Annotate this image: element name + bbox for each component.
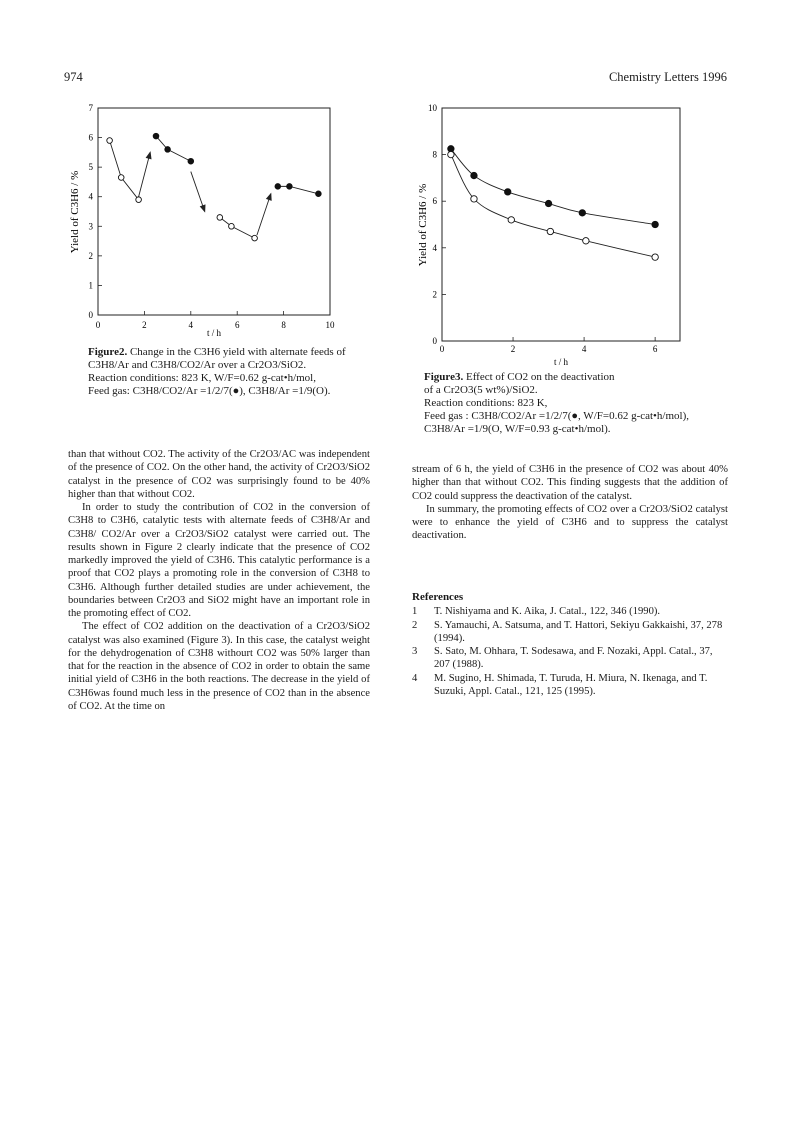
y-tick-label: 6	[88, 132, 93, 143]
left-paragraph-2: In order to study the contribution of CO2 in the conversion of C3H8 to C3H6, catalytic tests with alternate feeds of C3H8/Ar and C3H8/ CO2/Ar over a Cr2O3/SiO2 catalyst were carried out. The results shown in Figure 2 clearly indicate that the presence of CO2 markedly improved the yield of C3H6. This catalytic performance is a proof that CO2 plays a promoting role in the conversion of C3H8 to C3H6. Although further detailed studies are under achievement, the boundaries between Cr2O3 and SiO2 might have an important role in the promoting effect of CO2.	[68, 502, 370, 619]
series-line	[110, 141, 139, 200]
reference-text: S. Yamauchi, A. Satsuma, and T. Hattori, Sekiyu Gakkaishi, 37, 278 (1994).	[434, 619, 723, 644]
right-paragraph-2: In summary, the promoting effects of CO2 over a Cr2O3/SiO2 catalyst were to enhance the yield of C3H6 and to suppress the catalyst deactivation.	[412, 503, 728, 542]
open-data-point	[118, 175, 124, 181]
journal-title: Chemistry Letters 1996	[608, 70, 727, 84]
filled-data-point	[153, 133, 159, 139]
y-tick-label: 4	[432, 242, 437, 253]
fig3-caption-line1: Effect of CO2 on the deactivation	[463, 371, 615, 383]
open-data-point	[448, 151, 454, 157]
feed-switch-arrow	[139, 152, 151, 196]
reference-number: 1	[412, 606, 418, 618]
arrow-head	[267, 194, 272, 200]
figure2-chart	[60, 100, 350, 345]
y-tick-label: 1	[88, 280, 93, 291]
fig2-caption-line2: C3H8/Ar and C3H8/CO2/Ar over a Cr2O3/SiO2.	[88, 359, 307, 371]
y-tick-label: 0	[432, 336, 437, 346]
figure2-caption	[88, 346, 388, 398]
open-data-point	[471, 196, 477, 202]
left-paragraph-3: The effect of CO2 addition on the deactivation of a Cr2O3/SiO2 catalyst was also examined (Figure 3). In this case, the catalyst weight for the dehydrogenation of C3H8 withourt CO2 was 50% larger than that for the reaction in the absence of CO2 in order to obtain the same initial yield of C3H6 in the both reactions. The decrease in the yield of C3H6was found much less in the presence of CO2 than in the absence of CO2. At the time on	[68, 621, 370, 712]
open-data-point	[136, 197, 142, 203]
page-number: 974	[64, 70, 83, 84]
fig2-caption-label: Figure2.	[88, 346, 128, 358]
reference-item	[412, 619, 728, 646]
reference-number: 2	[412, 619, 418, 631]
references-section	[412, 591, 728, 698]
reference-number: 4	[412, 672, 418, 684]
fig2-caption-line4: Feed gas: C3H8/CO2/Ar =1/2/7(●), C3H8/Ar =1/9(O).	[88, 385, 331, 397]
series-line	[278, 186, 319, 193]
x-tick-label: 8	[281, 320, 286, 330]
filled-data-point	[287, 184, 293, 190]
filled-data-point	[188, 158, 194, 164]
feed-switch-arrow	[257, 194, 271, 235]
filled-data-point	[316, 191, 322, 197]
figure3-chart	[412, 100, 697, 370]
fig3-x-axis-label: t / h	[553, 357, 569, 367]
series-line	[156, 136, 191, 161]
right-column-text	[412, 463, 728, 543]
x-tick-label: 10	[325, 320, 335, 330]
y-tick-label: 8	[432, 149, 437, 160]
reference-text: S. Sato, M. Ohhara, T. Sodesawa, and F. Nozaki, Appl. Catal., 37, 207 (1988).	[434, 646, 713, 671]
fig2-x-axis-label: t / h	[206, 328, 222, 338]
x-tick-label: 6	[234, 320, 240, 330]
series-line	[220, 217, 255, 238]
y-tick-label: 5	[88, 162, 93, 173]
open-data-point	[252, 235, 258, 241]
arrow-head	[146, 152, 151, 158]
open-data-point	[547, 228, 553, 234]
y-tick-label: 2	[432, 289, 437, 300]
arrow-head	[200, 205, 205, 211]
open-data-point	[107, 138, 113, 144]
fig3-caption-line4: Feed gas : C3H8/CO2/Ar =1/2/7(●, W/F=0.62 g-cat•h/mol),	[424, 410, 689, 422]
references-heading: References	[412, 591, 464, 603]
fig2-y-axis-label: Yield of C3H6 / %	[69, 170, 81, 254]
fig3-caption-line5: C3H8/Ar =1/9(O, W/F=0.93 g-cat•h/mol).	[424, 423, 611, 435]
y-tick-label: 3	[88, 221, 93, 232]
open-data-point	[508, 217, 514, 223]
reference-text: M. Sugino, H. Shimada, T. Turuda, H. Miura, N. Ikenaga, and T. Suzuki, Appl. Catal., 121, 125 (1995).	[434, 672, 708, 697]
y-tick-label: 7	[88, 103, 93, 113]
y-tick-label: 0	[88, 310, 93, 320]
fig2-caption-line3: Reaction conditions: 823 K, W/F=0.62 g-cat•h/mol,	[88, 372, 316, 384]
open-data-point	[217, 215, 223, 221]
fig3-plot-frame	[442, 108, 680, 341]
filled-data-point	[545, 200, 551, 206]
reference-item	[412, 645, 728, 672]
x-tick-label: 2	[510, 344, 516, 354]
x-tick-label: 2	[142, 320, 147, 330]
filled-data-point	[471, 172, 477, 178]
y-tick-label: 6	[432, 196, 437, 207]
y-tick-label: 4	[88, 191, 93, 202]
fig3-caption-line3: Reaction conditions: 823 K,	[424, 397, 548, 409]
fig2-plot-frame	[98, 108, 330, 315]
filled-data-point	[579, 210, 585, 216]
fig3-caption-label: Figure3.	[424, 371, 464, 383]
x-tick-label: 0	[439, 344, 445, 354]
fitted-curve	[451, 155, 655, 258]
filled-data-point	[275, 184, 281, 190]
x-tick-label: 6	[652, 344, 658, 354]
open-data-point	[652, 254, 658, 260]
x-tick-label: 4	[188, 320, 194, 330]
reference-text: T. Nishiyama and K. Aika, J. Catal., 122, 346 (1990).	[434, 606, 661, 618]
right-paragraph-1: stream of 6 h, the yield of C3H6 in the presence of CO2 was about 40% higher than that without CO2. This finding suggests that the addition of CO2 could suppress the deactivation of the catalyst.	[412, 464, 728, 502]
filled-data-point	[505, 189, 511, 195]
reference-item	[412, 605, 728, 618]
left-column-text	[68, 448, 370, 713]
x-tick-label: 0	[95, 320, 101, 330]
open-data-point	[229, 223, 235, 229]
fig3-y-axis-label: Yield of C3H6 / %	[417, 183, 429, 267]
reference-number: 3	[412, 646, 418, 657]
left-paragraph-1: than that without CO2. The activity of the Cr2O3/AC was independent of the presence of CO2. On the other hand, the activity of Cr2O3/SiO2 catalyst in the presence of CO2 was surprisingly found to be 40% higher than that without CO2.	[68, 449, 370, 500]
x-tick-label: 4	[581, 344, 587, 354]
fig3-caption-line2: of a Cr2O3(5 wt%)/SiO2.	[424, 384, 538, 396]
open-data-point	[583, 238, 589, 244]
filled-data-point	[652, 221, 658, 227]
fig2-caption-line1: Change in the C3H6 yield with alternate feeds of	[127, 346, 346, 358]
y-tick-label: 2	[88, 250, 93, 261]
figure3-caption	[424, 371, 744, 436]
reference-item	[412, 672, 728, 699]
filled-data-point	[165, 147, 171, 153]
y-tick-label: 10	[428, 103, 437, 113]
fitted-curve	[451, 149, 655, 225]
